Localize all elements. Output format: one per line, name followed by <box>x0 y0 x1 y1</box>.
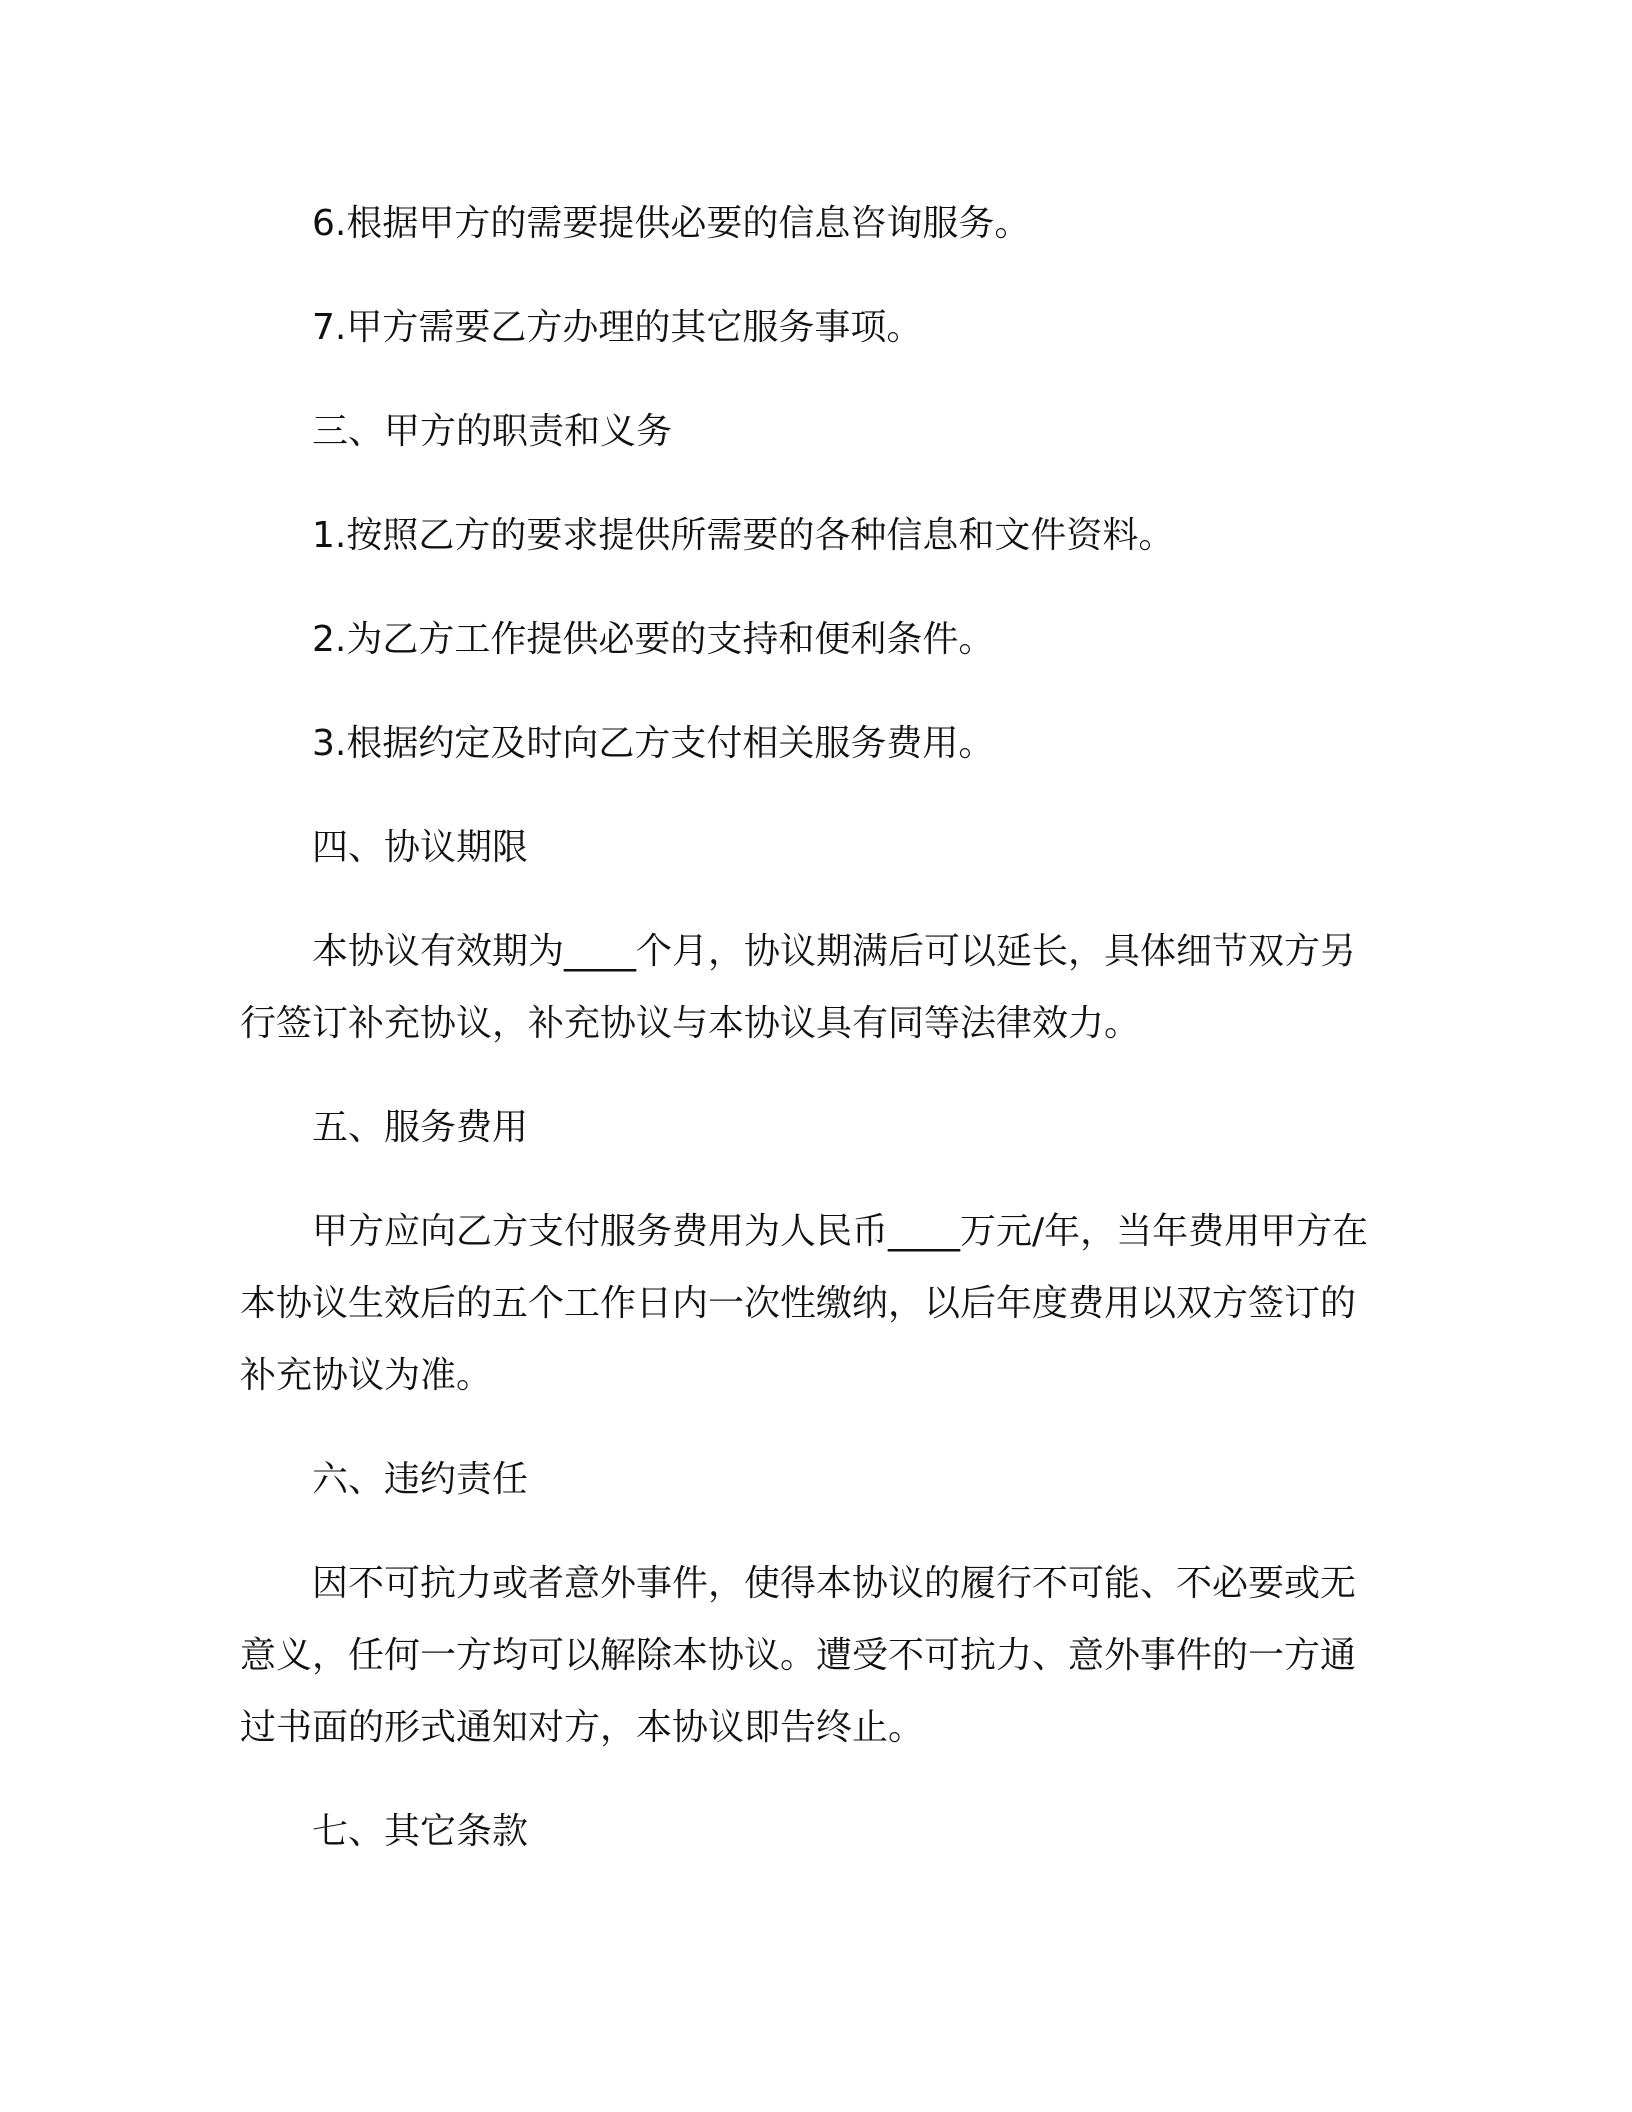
breach-paragraph: 因不可抗力或者意外事件，使得本协议的履行不可能、不必要或无意义，任何一方均可以解除本协议。遭受不可抗力、意外事件的一方通过书面的形式通知对方，本协议即告终止。 <box>240 1563 1357 1748</box>
duty-3-payment: 3.根据约定及时向乙方支付相关服务费用。 <box>312 723 995 764</box>
fees-paragraph: 甲方应向乙方支付服务费用为人民币____万元/年，当年费用甲方在本协议生效后的五个工作日内一次性缴纳，以后年度费用以双方签订的补充协议为准。 <box>240 1211 1369 1396</box>
document-body <box>240 188 1376 1868</box>
section-heading-other-terms: 七、其它条款 <box>312 1811 529 1852</box>
section-heading-term: 四、协议期限 <box>312 827 529 868</box>
duty-1-provide-info: 1.按照乙方的要求提供所需要的各种信息和文件资料。 <box>312 515 1175 556</box>
clause-6-info-service: 6.根据甲方的需要提供必要的信息咨询服务。 <box>312 203 1031 244</box>
duty-2-support: 2.为乙方工作提供必要的支持和便利条件。 <box>312 619 995 660</box>
clause-7-other-services: 7.甲方需要乙方办理的其它服务事项。 <box>312 307 923 348</box>
section-heading-party-a-duties: 三、甲方的职责和义务 <box>312 411 673 452</box>
section-heading-fees: 五、服务费用 <box>312 1107 529 1148</box>
term-paragraph: 本协议有效期为____个月，协议期满后可以延长，具体细节双方另行签订补充协议，补充协议与本协议具有同等法律效力。 <box>240 931 1357 1044</box>
section-heading-breach: 六、违约责任 <box>312 1459 529 1500</box>
